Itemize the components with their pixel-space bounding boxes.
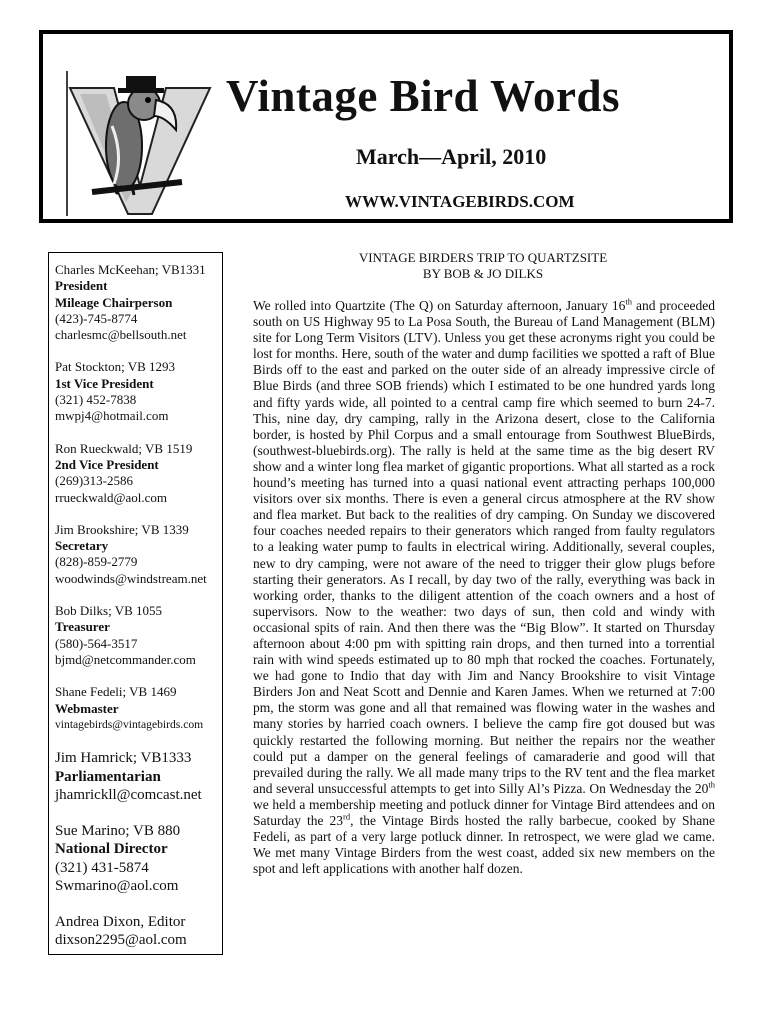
officer-block bbox=[55, 441, 222, 506]
article-text: , the Vintage Birds hosted the rally barbecue, cooked by Shane Fedeli, as part of a very large potluck dinner. In retrospect, we were glad we came. We met many Vintage Birders from the west coast, added six new members on the spot and left applications with another half dozen. bbox=[253, 813, 715, 877]
article-heading bbox=[253, 250, 713, 282]
officer-name: Jim Brookshire; VB 1339 bbox=[55, 521, 189, 537]
ordinal-suffix: th bbox=[625, 296, 632, 307]
officer-email: rrueckwald@aol.com bbox=[55, 489, 167, 505]
officer-email: dixson2295@aol.com bbox=[55, 932, 187, 949]
officer-phone: (321) 431-5874 bbox=[55, 859, 149, 876]
officer-name: Shane Fedeli; VB 1469 bbox=[55, 684, 177, 700]
officer-name: Ron Rueckwald; VB 1519 bbox=[55, 440, 193, 456]
officer-email: woodwinds@windstream.net bbox=[55, 570, 207, 586]
officer-block bbox=[55, 522, 222, 587]
ordinal-suffix: rd bbox=[343, 811, 351, 822]
officer-name: Bob Dilks; VB 1055 bbox=[55, 603, 163, 619]
officer-email: charlesmc@bellsouth.net bbox=[55, 327, 187, 343]
officer-role: Secretary bbox=[55, 538, 109, 554]
article-text: We rolled into Quartzite (The Q) on Saturday afternoon, January 16 bbox=[253, 298, 626, 313]
officer-name: Sue Marino; VB 880 bbox=[55, 822, 181, 839]
officer-block bbox=[55, 603, 222, 668]
officer-role: Parliamentarian bbox=[55, 768, 161, 785]
website-url: WWW.VINTAGEBIRDS.COM bbox=[345, 192, 575, 211]
officer-block bbox=[55, 749, 222, 805]
officer-role: Treasurer bbox=[55, 619, 110, 635]
issue-date: March—April, 2010 bbox=[356, 144, 547, 169]
officer-role: Mileage Chairperson bbox=[55, 294, 173, 310]
officer-phone: (269)313-2586 bbox=[55, 473, 133, 489]
officer-email: jhamrickll@comcast.net bbox=[55, 787, 202, 804]
officer-block bbox=[55, 822, 222, 896]
officer-phone: (580)-564-3517 bbox=[55, 635, 138, 651]
article-title: VINTAGE BIRDERS TRIP TO QUARTZSITE bbox=[358, 250, 608, 265]
ordinal-suffix: th bbox=[708, 779, 715, 790]
officer-email: bjmd@netcommander.com bbox=[55, 651, 196, 667]
officer-block bbox=[55, 262, 222, 343]
officer-block bbox=[55, 359, 222, 424]
article-paragraph bbox=[253, 298, 715, 877]
officers-sidebar bbox=[48, 252, 223, 955]
officer-name: Charles McKeehan; VB1331 bbox=[55, 262, 206, 277]
officer-name: Pat Stockton; VB 1293 bbox=[55, 359, 176, 375]
officer-block bbox=[55, 684, 222, 733]
article-text: and proceeded south on US Highway 95 to La Posa South, the Bureau of Land Management (BLM) site for Long Term Visitors (LTV). Unless you get these acronyms right you could be lost for months. Here, south of the water and dump facilities we spotted a raft of Blue Birds off to the east and parked on the outer side of an already impressive circle of Blue Birds (and three SOB friends) which I estimated to be one hundred yards long and fifty yards wide, all pointed to a central camp fire which seemed to burn 24-7. This, nine day, dry camping, rally in the Arizona desert, close to the California border, is hosted by Phil Corpus and a small entourage from Southwest BlueBirds, (southwest-bluebirds.org). The rally is held at the same time as the big desert RV show and a winter long flea market of gigantic proportions. What all started as a rock hound’s meeting has turned into a quasi national event attracting perhaps 100,000 visitors over six months. There is even a general circus atmosphere at the RV show and flea market. But back to the realities of dry camping. On Sunday we discovered four coaches needed repairs to their generators which ranged from faulty regulators to a leaking water pump to faults in electrical wiring. Additionally, several couples, new to dry camping, were not aware of the need to trigger their glow plugs before starting their generators. As I recall, by day two of the rally, everything was back in working order, thanks to the diligent attention of the coach owners and a host of supervisors. Now to the weather: two days of sun, then cold and windy with occasional spits of rain. And then there was the “Big Blow”. It started on Thursday afternoon about 4:00 pm with spitting rain drops, and then turned into a torrential rain with wind speeds estimated up to 80 mph that rocked the coaches. Fortunately, we had gone to Indio that day with Jim and Nancy Brookshire to visit Vintage Birders Jon and Neat Scott and Dennie and Karen James. When we returned at 7:00 pm, the storm was gone and all that remained was flowing water in the washes and many stories by harried coach owners. I believe the camp fire got doused but was quickly restarted the following morning. But neither the repairs nor the weather could put a damper on the general feelings of camaraderie and good will that prevailed during the rally. We all made many trips to the RV tent and the flea market and several unsuccessful attempts to get into Silly Al’s Pizza. On Wednesday the 20 bbox=[253, 298, 715, 796]
article-text: we held a membership meeting and potluck dinner for Vintage Bird attendees and on Saturday the 23 bbox=[253, 796, 715, 828]
officer-role: President bbox=[55, 278, 108, 294]
officer-block bbox=[55, 913, 222, 950]
officer-email: vintagebirds@vintagebirds.com bbox=[55, 717, 204, 731]
officer-phone: (321) 452-7838 bbox=[55, 392, 137, 408]
article-byline: BY BOB & JO DILKS bbox=[422, 266, 544, 281]
officer-role: 2nd Vice President bbox=[55, 456, 159, 472]
officer-phone: (828)-859-2779 bbox=[55, 554, 138, 570]
officer-email: Swmarino@aol.com bbox=[55, 878, 179, 895]
officer-email: mwpj4@hotmail.com bbox=[55, 408, 169, 424]
officer-role: Webmaster bbox=[55, 700, 119, 716]
newsletter-title: Vintage Bird Words bbox=[226, 71, 621, 121]
officer-role: National Director bbox=[55, 841, 168, 858]
officer-name: Andrea Dixon, Editor bbox=[55, 913, 186, 930]
vintage-bird-logo bbox=[62, 66, 212, 216]
officer-name: Jim Hamrick; VB1333 bbox=[55, 750, 192, 767]
officer-role: 1st Vice President bbox=[55, 375, 154, 391]
article-body bbox=[253, 298, 715, 877]
officer-phone: (423)-745-8774 bbox=[55, 310, 138, 326]
